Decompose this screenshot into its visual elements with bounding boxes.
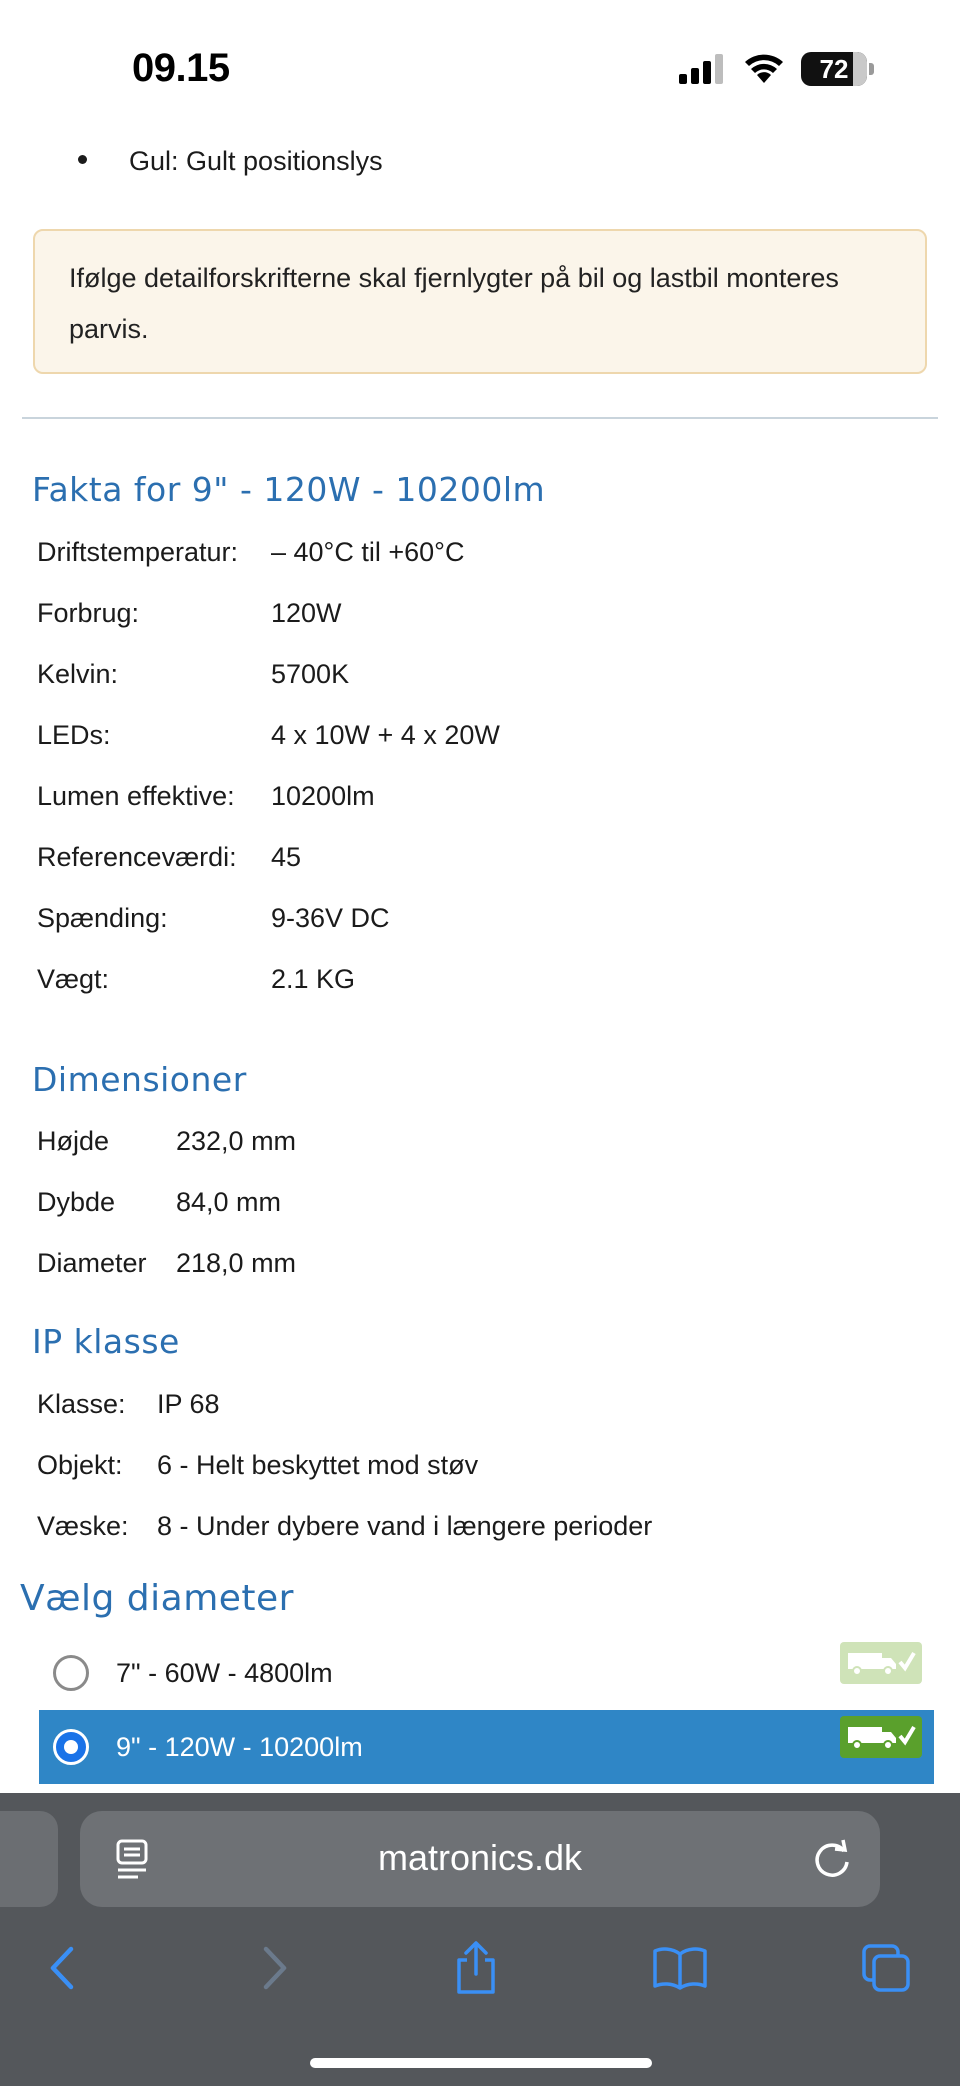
list-item	[78, 146, 383, 177]
home-indicator[interactable]	[310, 2058, 652, 2068]
reload-icon[interactable]	[812, 1837, 852, 1879]
spec-key: Højde	[37, 1126, 110, 1156]
spec-key: Lumen effektive:	[37, 781, 235, 811]
info-note	[33, 229, 927, 374]
battery-level: 72	[819, 53, 849, 84]
address-bar[interactable]	[80, 1811, 880, 1907]
spec-value: IP 68	[157, 1389, 220, 1419]
spec-key: Dybde	[37, 1187, 116, 1217]
spec-key: Spænding:	[37, 903, 168, 933]
status-bar	[0, 0, 960, 118]
option-label: 9" - 120W - 10200lm	[116, 1732, 363, 1762]
spec-value: 218,0 mm	[176, 1248, 297, 1278]
ip-title: IP klasse	[32, 1322, 180, 1361]
spec-value: 4 x 10W + 4 x 20W	[271, 720, 500, 750]
tabs-button[interactable]	[851, 1933, 921, 2003]
diameter-select-title: Vælg diameter	[20, 1578, 294, 1619]
spec-key: Forbrug:	[37, 598, 140, 628]
truck-check-icon	[840, 1716, 922, 1758]
wifi-icon	[743, 53, 785, 85]
spec-key: Driftstemperatur:	[37, 537, 239, 567]
radio-button[interactable]	[53, 1655, 89, 1691]
previous-tab-preview[interactable]	[0, 1811, 58, 1907]
spec-key: Diameter	[37, 1248, 147, 1278]
book-icon	[652, 1946, 708, 1990]
share-icon	[453, 1940, 499, 1996]
spec-key: Objekt:	[37, 1450, 123, 1480]
spec-value: 2.1 KG	[271, 964, 356, 994]
diameter-option-9in[interactable]	[39, 1710, 934, 1784]
option-label: 7" - 60W - 4800lm	[116, 1658, 333, 1688]
spec-value: 6 - Helt beskyttet mod støv	[157, 1450, 479, 1480]
bookmarks-button[interactable]	[645, 1933, 715, 2003]
spec-value: – 40°C til +60°C	[271, 537, 465, 567]
url-text: matronics.dk	[377, 1837, 583, 1878]
radio-button-selected[interactable]	[53, 1729, 89, 1765]
share-button[interactable]	[441, 1933, 511, 2003]
tabs-icon	[860, 1942, 912, 1994]
facts-title: Fakta for 9" - 120W - 10200lm	[32, 470, 546, 509]
spec-key: Referenceværdi:	[37, 842, 237, 872]
spec-value: 45	[271, 842, 302, 872]
spec-key: Kelvin:	[37, 659, 119, 689]
diameter-option-7in[interactable]	[39, 1636, 934, 1710]
dimensions-title: Dimensioner	[32, 1060, 247, 1099]
divider	[22, 417, 938, 419]
spec-value: 8 - Under dybere vand i længere perioder	[157, 1511, 653, 1541]
status-time: 09.15	[132, 46, 230, 90]
spec-value: 5700K	[271, 659, 350, 689]
spec-key: LEDs:	[37, 720, 111, 750]
spec-key: Væske:	[37, 1511, 129, 1541]
cellular-signal-icon	[679, 54, 727, 84]
note-text: Ifølge detailforskrifterne skal fjernlygter på bil og lastbil monteres parvis.	[69, 263, 839, 344]
chevron-right-icon	[260, 1945, 290, 1991]
list-item-text: Gul: Gult positionslys	[129, 146, 383, 176]
spec-value: 10200lm	[271, 781, 375, 811]
spec-value: 84,0 mm	[176, 1187, 282, 1217]
spec-value: 9-36V DC	[271, 903, 390, 933]
truck-check-icon	[840, 1642, 922, 1684]
forward-button[interactable]	[240, 1933, 310, 2003]
spec-key: Vægt:	[37, 964, 110, 994]
spec-key: Klasse:	[37, 1389, 126, 1419]
status-icons	[679, 52, 874, 86]
browser-bar	[0, 1793, 960, 2086]
browser-toolbar	[0, 1933, 960, 2033]
back-button[interactable]	[27, 1933, 97, 2003]
bullet-dot	[78, 155, 87, 164]
spec-value: 120W	[271, 598, 342, 628]
chevron-left-icon	[47, 1945, 77, 1991]
battery-icon	[801, 52, 867, 86]
spec-value: 232,0 mm	[176, 1126, 297, 1156]
